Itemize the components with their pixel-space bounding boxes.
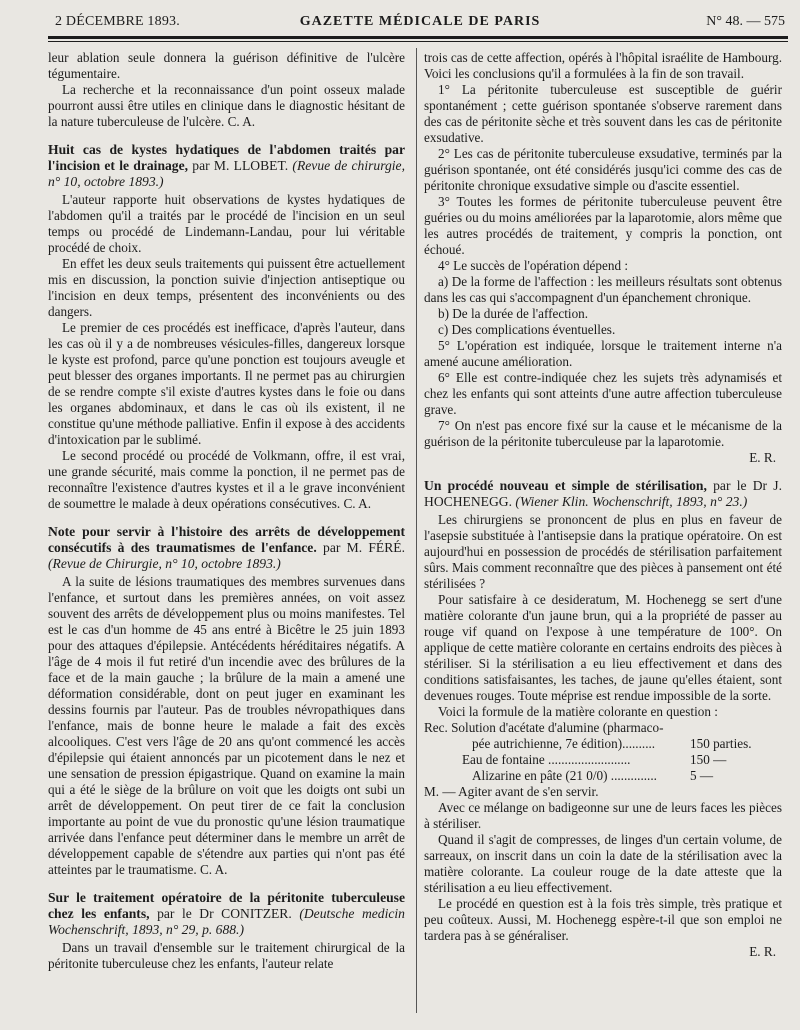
formula-ingredient: Alizarine en pâte (21 0/0) .............. <box>472 768 657 783</box>
paragraph: A la suite de lésions traumatiques des membres survenues dans l'enfance, et surtout dans les premières années, on voit assez souvent des arrêts de développement plus ou moins manifestes. Tel est le cas d'un homme de 45 ans entré à Bicêtre le 25 juin 1893 pour des attaques d'épilepsie. Antécédents héréditaires négatifs. A l'âge de 4 mois il fut retiré d'un incendie avec des brûlures de la face et de la main gauche ; la brûlure de la main a amené une déformation considérable, dont on peut juger en examinant les dessins fournis par l'auteur. Pas de troubles névropathiques dans l'enfance, mais de bonne heure le malade a fait des excès alcooliques. C'est vers l'âge de 20 ans qu'ont commencé les accès d'épilepsie qui étaient annoncés par un picotement dans le nez et une sensation de pression épigastrique. Quand on examine la main qui a été le siège de la brûlure on voit que les doigts ont subi un arrêt de développement. On peut tirer de ce fait la conclusion importante au point de vue du pronostic qu'une lésion traumatique arrivée dans l'enfance peut déterminer dans le membre un arrêt de développement capable de s'étendre aux parties qui n'ont pas été atteintes par le traumatisme. C. A. <box>48 574 405 877</box>
signature: E. R. <box>749 450 776 465</box>
right-column <box>424 50 782 960</box>
formula-block <box>424 720 782 800</box>
formula-row <box>424 736 782 752</box>
article-title-text: Un procédé nouveau et simple de stérilisation, <box>424 478 707 493</box>
paragraph: Le procédé en question est à la fois très simple, très pratique et peu coûteux. Aussi, M. Hochenegg espère-t-il que son emploi ne tardera pas à se généraliser. <box>424 896 782 943</box>
article-source: (Wiener Klin. Wochenschrift, 1893, n° 23.) <box>515 494 748 509</box>
page-header <box>55 12 785 38</box>
formula-quantity: 5 — <box>690 768 714 783</box>
conclusion-item: 3° Toutes les formes de péritonite tuberculeuse peuvent être guéries ou du moins améliorées par la laparotomie, alors même que les autres procédés de traitement, y compris la ponction, ont échoué. <box>424 194 782 257</box>
paragraph: Pour satisfaire à ce desideratum, M. Hochenegg se sert d'une matière colorante d'un jaune brun, qui a la propriété de passer au rouge vif quand on l'expose à une température de 100°. On applique de cette matière colorante en certains endroits des pièces à stériliser. Si la stérilisation a eu lieu effectivement et dans des conditions satisfaisantes, les taches, de jaune qu'elles étaient, sont devenues rouges. Toute méprise est rendue impossible de la sorte. <box>424 592 782 703</box>
article-source: (Revue de Chirurgie, n° 10, octobre 1893.) <box>48 556 281 571</box>
paragraph: Avec ce mélange on badigeonne sur une de leurs faces les pièces à stériliser. <box>424 800 782 831</box>
formula-quantity: 150 parties. <box>690 736 752 751</box>
paragraph: En effet les deux seuls traitements qui puissent être actuellement mis en discussion, la ponction suivie d'injection antiseptique ou l'incision en deux temps, présentent des inconvénients ou des dangers. <box>48 256 405 319</box>
conclusion-item: 4° Le succès de l'opération dépend : <box>438 258 629 273</box>
formula-ingredient: Eau de fontaine ......................... <box>462 752 631 767</box>
article-source: (Deutsche medicin Wochenschrift, 1893, n° 29, p. 688.) <box>48 906 405 937</box>
journal-title: GAZETTE MÉDICALE DE PARIS <box>299 14 541 29</box>
left-column <box>48 50 405 972</box>
article-byline: par M. FÉRÉ. <box>323 540 405 555</box>
issue-date: 2 DÉCEMBRE 1893. <box>55 14 180 29</box>
conclusion-item: b) De la durée de l'affection. <box>438 306 589 321</box>
conclusion-item: c) Des complications éventuelles. <box>438 322 616 337</box>
conclusion-item: 7° On n'est pas encore fixé sur la cause et le mécanisme de la guérison de la péritonite tuberculeuse par la laparotomie. <box>424 418 782 449</box>
conclusion-item: 5° L'opération est indiquée, lorsque le traitement interne n'a amené aucune amélioration. <box>424 338 782 369</box>
formula-rec-line: Rec. Solution d'acétate d'alumine (pharmaco- <box>424 720 664 735</box>
paragraph: L'auteur rapporte huit observations de kystes hydatiques de l'abdomen qu'il a traités par le procédé de l'incision en un seul temps ou procédé de Lindemann-Landau, pour lui véritable procédé de choix. <box>48 192 405 255</box>
paragraph: La recherche et la reconnaissance d'un point osseux malade pourront aussi être utiles en clinique dans le diagnostic hésitant de la nature tuberculeuse de l'ulcère. C. A. <box>48 82 405 129</box>
page-number: N° 48. — 575 <box>706 14 785 29</box>
conclusion-item: 1° La péritonite tuberculeuse est susceptible de guérir spontanément ; cette guérison spontanée s'observe rarement dans des cas de péritonite sèche et très souvent dans les cas de péritonite exsudative. <box>424 82 782 145</box>
article-title-text: Huit cas de kystes hydatiques de l'abdomen traités par l'incision et le drainage, <box>48 142 405 173</box>
article-title <box>424 478 782 510</box>
formula-ingredient: pée autrichienne, 7e édition).......... <box>472 736 656 751</box>
conclusion-item: 6° Elle est contre-indiquée chez les sujets très adynamisés et chez les enfants qui sont atteints d'une autre affection tuberculeuse grave. <box>424 370 782 417</box>
paragraph: Le second procédé ou procédé de Volkmann, offre, il est vrai, une grande sécurité, mais comme la ponction, il ne permet pas de reconnaître l'existence d'autres kystes et il a le grave inconvénient de soumettre le malade à deux opérations consécutives. C. A. <box>48 448 405 511</box>
article-title <box>48 142 405 190</box>
article-title-text: Note pour servir à l'histoire des arrêts de développement consécutifs à des traumatismes de l'enfance. <box>48 524 405 555</box>
article-source: (Revue de chirurgie, n° 10, octobre 1893.) <box>48 158 405 189</box>
formula-quantity: 150 — <box>690 752 727 767</box>
paragraph: Les chirurgiens se prononcent de plus en plus en faveur de l'asepsie substituée à l'antisepsie dans la pratique opératoire. On est aujourd'hui en possession de procédés de stérilisation parfaitement sûrs. Mais comment reconnaître que des pièces à pansement ont été stérilisées ? <box>424 512 782 591</box>
paragraph: Voici la formule de la matière colorante en question : <box>438 704 718 719</box>
article-byline: par le Dr CONITZER. <box>157 906 292 921</box>
paragraph: leur ablation seule donnera la guérison définitive de l'ulcère tégumentaire. <box>48 50 405 81</box>
header-rule <box>48 36 788 39</box>
paragraph: trois cas de cette affection, opérés à l'hôpital israélite de Hambourg. Voici les conclusions qu'il a formulées à la fin de son travail. <box>424 50 782 81</box>
column-divider <box>416 48 417 1013</box>
conclusion-item: 2° Les cas de péritonite tuberculeuse exsudative, terminés par la guérison spontanée, ont été considérés jusqu'ici comme des cas de péritonite chronique exsudative simple ou d'ascite essentiel. <box>424 146 782 193</box>
formula-row <box>424 768 782 784</box>
article-byline: par le Dr J. HOCHENEGG. <box>424 478 782 509</box>
article-byline: par M. LLOBET. <box>192 158 289 173</box>
article-title <box>48 524 405 572</box>
header-rule-thin <box>48 41 788 42</box>
article-title-text: Sur le traitement opératoire de la péritonite tuberculeuse chez les enfants, <box>48 890 405 921</box>
article-title <box>48 890 405 938</box>
paragraph: Le premier de ces procédés est inefficace, d'après l'auteur, dans les cas où il y a de nombreuses vésicules-filles, dangereux lorsque le kyste est profond, parce qu'une ponction est toujours aveugle et peut blesser des organes importants. Il ne permet pas au chirurgien de se rendre compte s'il existe d'autres kystes dans le foie ou dans les organes abdominaux, et dans le cas où ils existent, il ne constitue qu'une méthode palliative. Enfin il expose à des accidents d'intoxication par le sublimé. <box>48 320 405 447</box>
paragraph: Quand il s'agit de compresses, de linges d'un certain volume, de sarreaux, on inscrit dans un coin la date de la stérilisation avec la matière colorante. La couleur rouge de la date atteste que la stérilisation a eu lieu effectivement. <box>424 832 782 895</box>
signature: E. R. <box>749 944 776 959</box>
conclusion-item: a) De la forme de l'affection : les meilleurs résultats sont obtenus dans les cas qui s'accompagnent d'un épanchement chronique. <box>424 274 782 305</box>
formula-row <box>424 752 782 768</box>
paragraph: Dans un travail d'ensemble sur le traitement chirurgical de la péritonite tuberculeuse chez les enfants, l'auteur relate <box>48 940 405 971</box>
formula-instruction: M. — Agiter avant de s'en servir. <box>424 784 599 799</box>
